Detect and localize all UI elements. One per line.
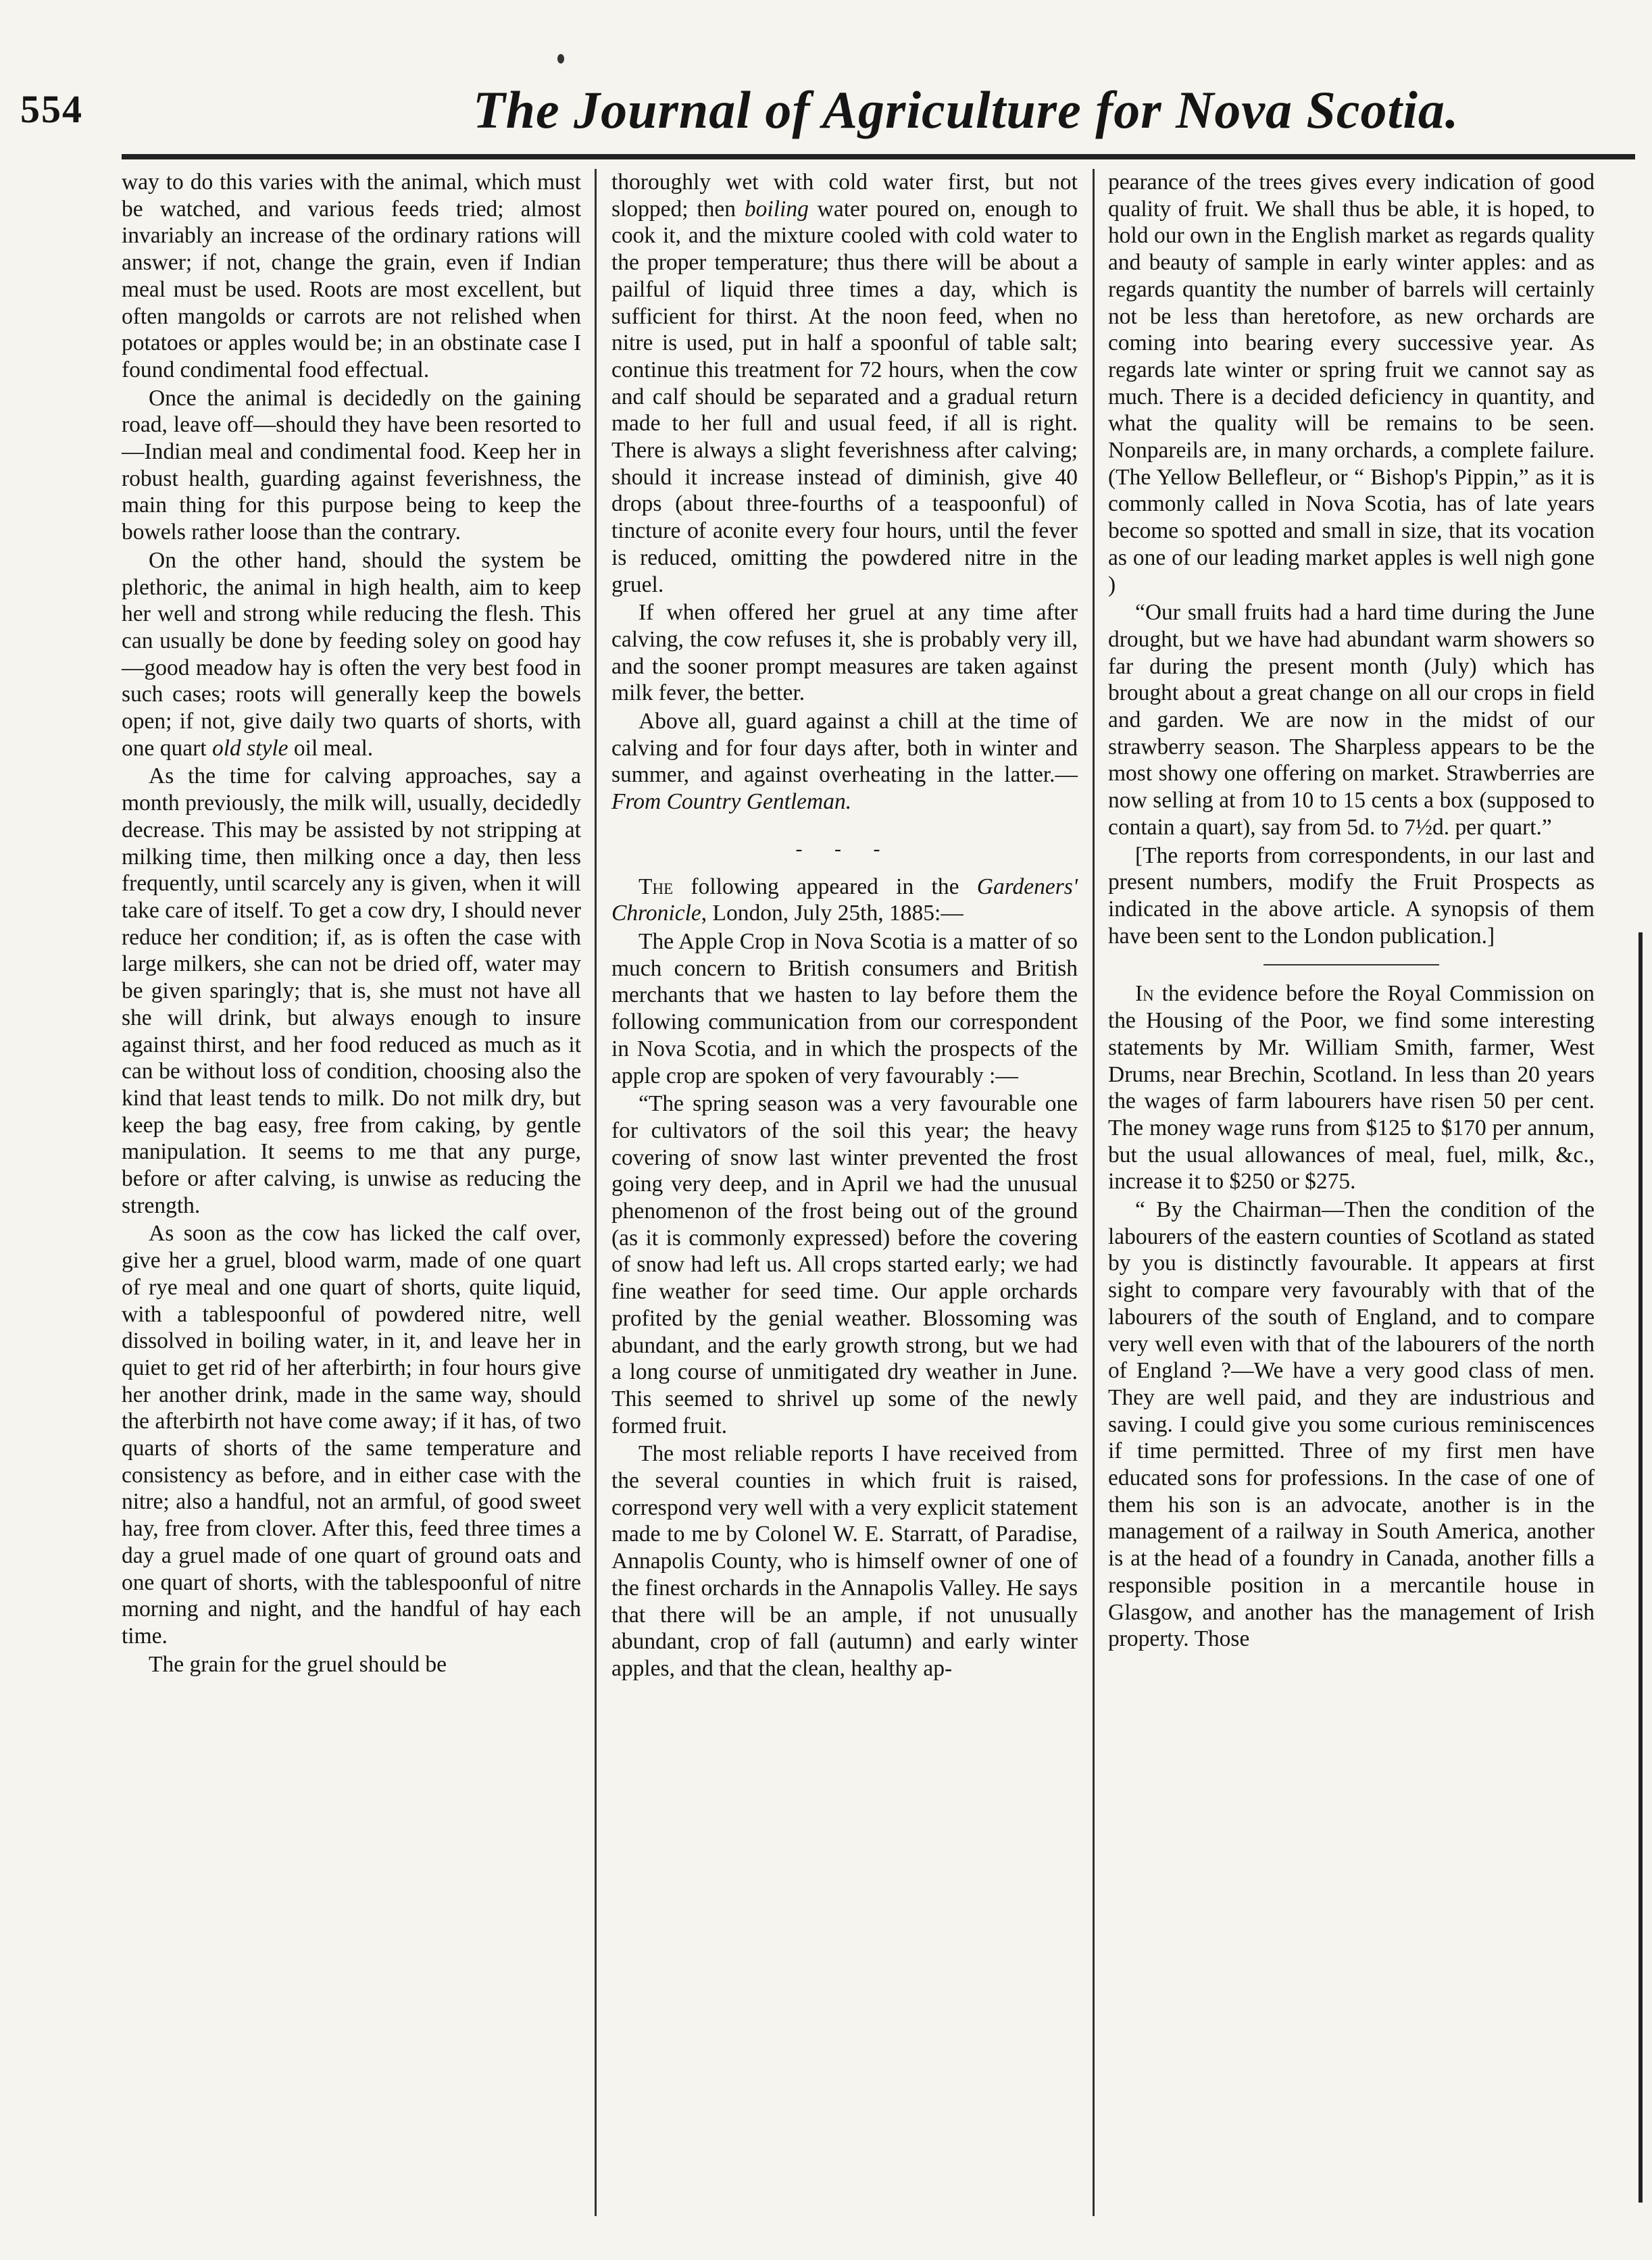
paragraph-text: oil meal.: [288, 735, 374, 761]
paragraph-text: the evidence before the Royal Commission on the Housing of the Poor, we find some interesting statements by Mr. William Smith, farmer, West Drums, near Brechin, Scotland. In less than 20 years the wages of farm labourers have risen 50 per cent. The money wage runs from $125 to $170 per annum, but the usual allowances of meal, fuel, milk, &c., increase it to $250 or $275.: [1108, 981, 1595, 1195]
print-speck: [557, 54, 564, 64]
paragraph: Once the animal is decidedly on the gaining road, leave off—should they have been resorted to—Indian meal and condimental food. Keep her in robust health, guarding against feverishness, the main thing for this purpose being to keep the bowels rather loose than the contrary.: [122, 385, 581, 545]
paragraph-text: On the other hand, should the system be plethoric, the animal in high health, aim to keep her well and strong while reducing the flesh. This can usually be done by feeding soley on good hay—good meadow hay is often the very best food in such cases; roots will generally keep the bowels open; if not, give daily two quarts of shorts, with one quart: [122, 547, 581, 761]
italic-text: Gardeners' Chronicle: [611, 874, 1078, 926]
column-3: [1108, 169, 1595, 2230]
column-divider-2: [1093, 169, 1095, 2216]
lead-word: In: [1135, 981, 1154, 1007]
header-rule: [122, 154, 1635, 159]
paragraph: [1108, 980, 1595, 1195]
paragraph: [The reports from correspondents, in our last and present numbers, modify the Fruit Prospects as indicated in the above article. A synopsis of them have been sent to the London publication.]: [1108, 843, 1595, 949]
lead-word: The: [639, 874, 674, 899]
paragraph: [611, 169, 1078, 598]
running-title: The Journal of Agriculture for Nova Scotia.: [473, 80, 1459, 139]
paragraph: [611, 708, 1078, 815]
paragraph-text: water poured on, enough to cook it, and the mixture cooled with cold water to the proper temperature; thus there will be about a pailful of liquid three times a day, which is sufficient for thirst. At the noon feed, when no nitre is used, put in half a spoonful of table salt; continue this treatment for 72 hours, when the cow and calf should be separated and a gradual return made to her full and usual feed, if all is right. There is always a slight feverishness after calving; should it increase instead of diminish, give 40 drops (about three-fourths of a teaspoonful) of tincture of aconite every four hours, until the fever is reduced, omitting the powdered nitre in the gruel.: [611, 196, 1078, 597]
page-number: 554: [20, 87, 83, 131]
paragraph: The Apple Crop in Nova Scotia is a matter of so much concern to British consumers and British merchants that we hasten to lay before them the following communication from our correspondent in Nova Scotia, and in which the prospects of the apple crop are spoken of very favourably :—: [611, 928, 1078, 1088]
paragraph-text: following appeared in the: [673, 874, 977, 899]
column-1: [122, 169, 581, 2230]
paragraph-text: Above all, guard against a chill at the time of calving and for four days after, both in winter and summer, and against overheating in the latter.—: [611, 709, 1078, 788]
paragraph: The most reliable reports I have received from the several counties in which fruit is raised, correspond very well with a very explicit statement made to me by Colonel W. E. Starratt, of Paradise, Annapolis County, who is himself owner of one of the finest orchards in the Annapolis Valley. He says that there will be an ample, if not unusually abundant, crop of fall (autumn) and early winter apples, and that the clean, healthy ap-: [611, 1441, 1078, 1681]
column-divider-1: [595, 169, 597, 2216]
italic-text: boiling: [744, 196, 809, 222]
source-citation: From Country Gentleman.: [611, 789, 852, 815]
paragraph: pearance of the trees gives every indication of good quality of fruit. We shall thus be able, it is hoped, to hold our own in the English market as regards quality and beauty of sample in early winter apples: and as regards quantity the number of barrels will certainly not be less than heretofore, as new orchards are coming into bearing every successive year. As regards late winter or spring fruit we cannot say as much. There is a decided deficiency in quantity, and what the quality will be remains to be seen. Nonpareils are, in many orchards, a complete failure. (The Yellow Bellefleur, or “ Bishop's Pippin,” as it is commonly called in Nova Scotia, has of late years become so spotted and small in size, that its vocation as one of our leading market apples is well nigh gone ): [1108, 170, 1595, 597]
paragraph: As soon as the cow has licked the calf over, give her a gruel, blood warm, made of one quart of rye meal and one quart of shorts, quite liquid, with a tablespoonful of powdered nitre, well dissolved in boiling water, in it, and leave her in quiet to get rid of her afterbirth; in four hours give her another drink, made in the same way, should the afterbirth not have come away; if it has, of two quarts of shorts of the same temperature and consistency as before, and in either case with the nitre; also a handful, not an armful, of good sweet hay, free from clover. After this, feed three times a day a gruel made of one quart of ground oats and one quart of shorts, with the tablespoonful of nitre morning and night, and the handful of hay each time.: [122, 1221, 581, 1649]
paragraph: “ By the Chairman—Then the condition of the labourers of the eastern counties of Scotland as stated by you is distinctly favourable. It appears at first sight to compare very favourably with that of the labourers of the south of England, and to compare very well even with that of the labourers of the north of England ?—We have a very good class of men. They are well paid, and they are industrious and saving. I could give you some curious reminiscences if time permitted. Three of my first men have educated sons for professions. In the case of one of them his son is an advocate, another is in the management of a railway in South America, another is at the head of a foundry in Canada, another fills a responsible position in a mercantile house in Glasgow, and another has the management of Irish property. Those: [1108, 1197, 1595, 1652]
paragraph-text: thoroughly wet with cold water first, but not slopped; then: [611, 170, 1078, 222]
paragraph-text: , London, July 25th, 1885:—: [701, 901, 963, 926]
section-separator: - - -: [795, 837, 894, 860]
paragraph: [122, 547, 581, 762]
paragraph: “The spring season was a very favourable one for cultivators of the soil this year; the heavy covering of snow last winter prevented the frost going very deep, and in April we had the unusual phenomenon of the frost being out of the ground (as it is commonly expressed) before the covering of snow had left us. All crops started early; we had fine weather for seed time. Our apple orchards profited by the genial weather. Blossoming was abundant, and the early growth strong, but we had a long course of unmitigated dry weather in June. This seemed to shrivel up some of the newly formed fruit.: [611, 1091, 1078, 1438]
paragraph: The grain for the gruel should be: [149, 1651, 447, 1677]
paragraph: way to do this varies with the animal, which must be watched, and various feeds tried; almost invariably an increase of the ordinary rations will answer; if not, change the grain, even if Indian meal must be used. Roots are most excellent, but often mangolds or carrots are not relished when potatoes or apples would be; in an obstinate case I found condimental food effectual.: [122, 170, 581, 382]
paragraph: As the time for calving approaches, say a month previously, the milk will, usually, decidedly decrease. This may be assisted by not stripping at milking time, then milking once a day, then less frequently, until scarcely any is given, when it will take care of itself. To get a cow dry, I should never reduce her condition; if, as is often the case with large milkers, she can not be dried off, water may be given sparingly; that is, she must not have all she will drink, but always enough to insure against thirst, and her food reduced as much as it can be without loss of condition, choosing also the kind that least tends to milk. Do not milk dry, but keep the bag easy, free from caking, by gentle manipulation. It seems to me that any purge, before or after calving, is unwise as reducing the strength.: [122, 763, 581, 1218]
column-2: [611, 169, 1078, 2230]
italic-text: old style: [211, 735, 289, 761]
paragraph: “Our small fruits had a hard time during the June drought, but we have had abundant warm showers so far during the present month (July) which has brought about a great change on all our crops in field and garden. We are now in the midst of our strawberry season. The Sharpless appears to be the most showy one offering on market. Strawberries are now selling at from 10 to 15 cents a box (supposed to contain a quart), say from 5d. to 7½d. per quart.”: [1108, 600, 1595, 840]
section-rule: [1263, 964, 1438, 965]
page-edge-shadow: [1638, 932, 1643, 2203]
paragraph: If when offered her gruel at any time after calving, the cow refuses it, she is probably very ill, and the sooner prompt measures are taken against milk fever, the better.: [611, 600, 1078, 706]
paragraph: [611, 874, 1078, 927]
